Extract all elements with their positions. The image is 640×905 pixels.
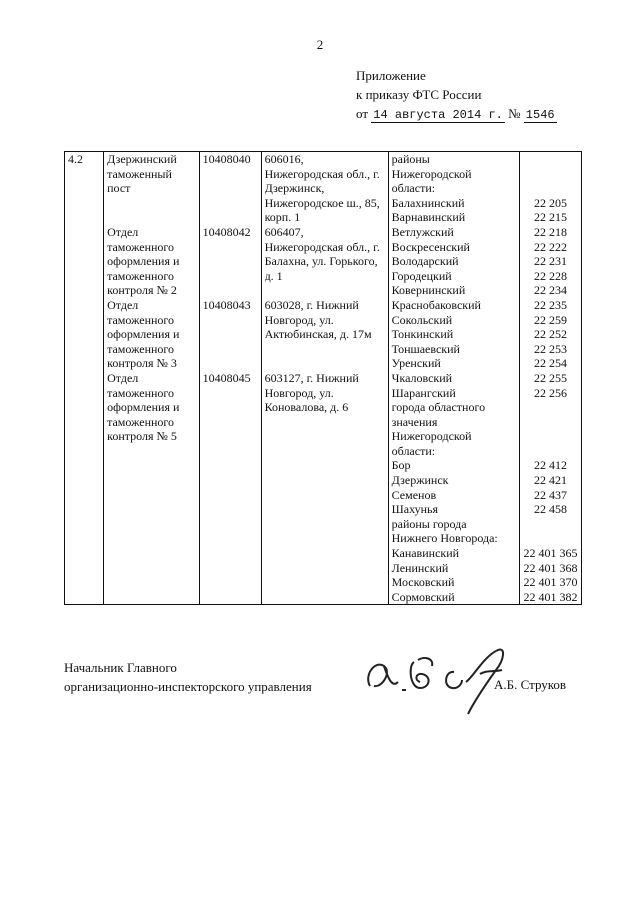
post-code: 10408042: [202, 225, 251, 239]
region-name: Ковернинский: [391, 283, 466, 298]
region-name: Сокольский: [391, 312, 453, 327]
okato-code: [523, 517, 578, 532]
post-names-cell: [104, 152, 200, 605]
post-code: 10408045: [202, 371, 251, 385]
okato-code: 22 205: [534, 195, 568, 210]
okato-code: 22 234: [534, 283, 568, 298]
okato-code: 22 235: [534, 297, 568, 312]
post-address: 603127, г. Нижний Новгород, ул. Коновалова, д. 6: [264, 371, 359, 415]
okato-code: [523, 167, 578, 182]
post-codes-cell: [199, 152, 261, 605]
okato-code: 22 231: [534, 254, 568, 269]
post-address: 606407, Нижегородская обл., г. Балахна, ул. Горького, д. 1: [264, 225, 380, 283]
okato-code: 22 253: [534, 341, 568, 356]
region-name: Ветлужский: [391, 224, 454, 239]
row-number-cell: [65, 152, 104, 605]
okato-code: [523, 181, 578, 196]
region-name: Шарангский: [391, 385, 456, 400]
region-name: Балахнинский: [391, 195, 465, 210]
region-name: районы: [391, 152, 430, 166]
region-name: Ленинский: [391, 560, 449, 575]
date-prefix: от: [356, 106, 369, 121]
appendix-header: [356, 66, 557, 125]
region-name: Нижегородской: [391, 429, 472, 444]
post-address: 606016, Нижегородская обл., г. Дзержинск, Нижегородское ш., 85, корп. 1: [264, 152, 380, 225]
region-name: Нижнего Новгорода:: [391, 531, 498, 546]
region-name: Тоншаевский: [391, 341, 460, 356]
okato-code: [523, 444, 578, 459]
region-name: области:: [391, 181, 436, 196]
okato-code: 22 259: [534, 312, 568, 327]
region-name: значения: [391, 414, 438, 429]
customs-posts-table: [64, 151, 582, 605]
okato-code: 22 252: [534, 327, 568, 342]
okato-code: 22 254: [534, 356, 568, 371]
number-sign: №: [508, 106, 521, 121]
order-date: 14 августа 2014 г.: [373, 108, 503, 122]
row-number: 4.2: [68, 152, 83, 166]
post-code: 10408043: [202, 298, 251, 312]
table-row: [65, 152, 582, 605]
post-name: Отдел таможенного оформления и таможенного контроля № 3: [107, 298, 180, 371]
okato-code: 22 255: [534, 370, 568, 385]
regions-cell: [388, 152, 519, 605]
region-name: Городецкий: [391, 268, 452, 283]
okato-code: 22 412: [534, 458, 568, 473]
okato-code: 22 401 368: [523, 560, 578, 575]
handwritten-signature: [362, 636, 512, 716]
region-name: Воскресенский: [391, 239, 470, 254]
okato-code: [523, 415, 578, 430]
region-name: области:: [391, 443, 436, 458]
region-name: Володарский: [391, 254, 459, 269]
region-name: Краснобаковский: [391, 297, 481, 312]
okato-code: 22 437: [534, 487, 568, 502]
region-name: Нижегородской: [391, 166, 472, 181]
okato-code: [523, 400, 578, 415]
region-name: Тонкинский: [391, 327, 454, 342]
post-name: Дзержинский таможенный пост: [107, 152, 177, 196]
position-line-1: Начальник Главного: [64, 660, 177, 675]
okato-code: 22 421: [534, 473, 568, 488]
post-name: Отдел таможенного оформления и таможенного контроля № 5: [107, 371, 180, 444]
appendix-date-line: [356, 104, 557, 125]
okato-code: [523, 429, 578, 444]
region-name: Бор: [391, 458, 411, 473]
region-name: Варнавинский: [391, 210, 466, 225]
okato-code: 22 458: [534, 502, 568, 517]
region-name: Шахунья: [391, 502, 439, 517]
appendix-order-ref: к приказу ФТС России: [356, 87, 482, 102]
okato-code: 22 401 370: [523, 575, 578, 590]
post-addresses-cell: [261, 152, 388, 605]
signer-name: А.Б. Струков: [494, 677, 567, 692]
order-number: 1546: [525, 108, 555, 122]
region-name: Канавинский: [391, 546, 460, 561]
okato-code: 22 222: [534, 239, 568, 254]
okato-codes-cell: [520, 152, 582, 605]
region-name: Сормовский: [391, 589, 455, 604]
region-name: Московский: [391, 575, 455, 590]
region-name: Чкаловский: [391, 370, 453, 385]
okato-code: 22 215: [534, 210, 568, 225]
okato-code: 22 401 365: [523, 546, 578, 561]
okato-code: [523, 152, 578, 167]
region-name: Семенов: [391, 487, 437, 502]
region-name: города областного: [391, 400, 486, 415]
post-name: Отдел таможенного оформления и таможенного контроля № 2: [107, 225, 180, 298]
okato-code: 22 401 382: [523, 589, 578, 604]
okato-code: [523, 531, 578, 546]
appendix-title: Приложение: [356, 68, 426, 83]
position-line-2: организационно-инспекторского управления: [64, 679, 312, 694]
okato-code: 22 218: [534, 224, 568, 239]
post-address: 603028, г. Нижний Новгород, ул. Актюбинская, д. 17м: [264, 298, 372, 342]
okato-code: 22 256: [534, 385, 568, 400]
page-number: 2: [316, 37, 324, 52]
region-name: районы города: [391, 516, 467, 531]
region-name: Уренский: [391, 356, 441, 371]
post-code: 10408040: [202, 152, 251, 166]
region-name: Дзержинск: [391, 473, 449, 488]
signature-block: [64, 658, 312, 696]
okato-code: 22 228: [534, 268, 568, 283]
